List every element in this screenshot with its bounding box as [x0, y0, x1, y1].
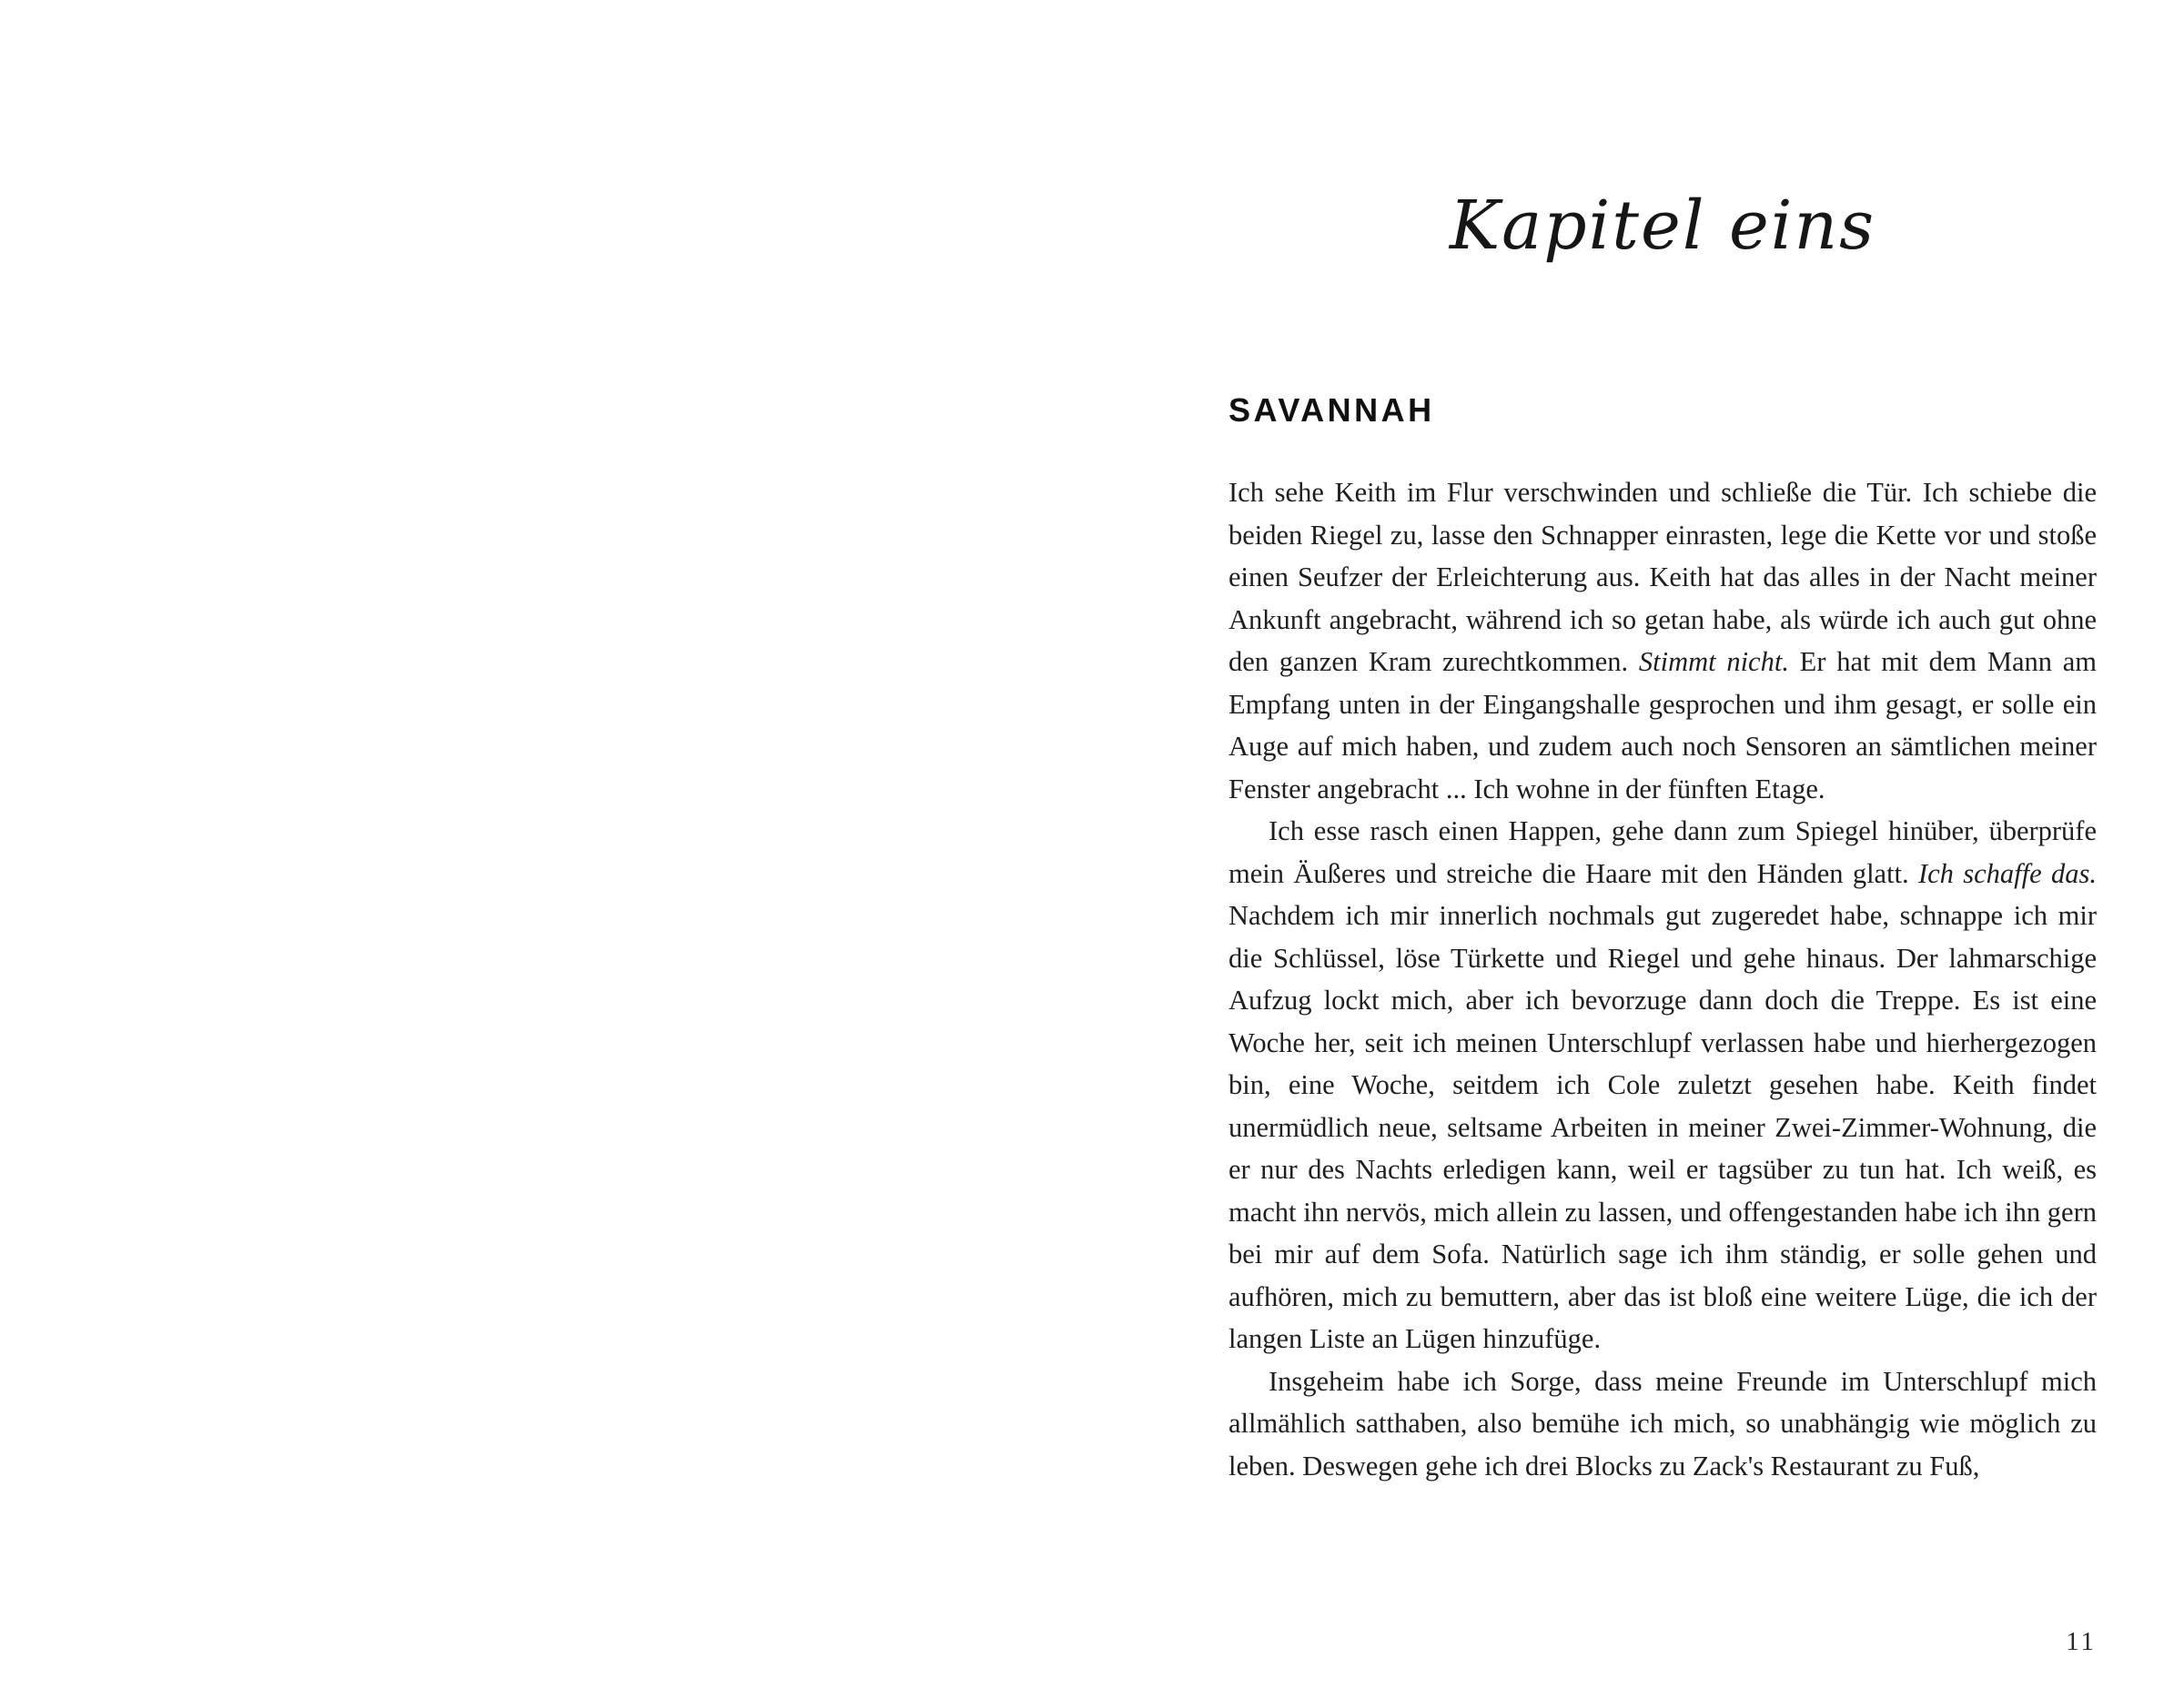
page-number: 11 — [2066, 1627, 2097, 1656]
text-run: Nachdem ich mir innerlich nochmals gut zugeredet habe, schnappe ich mir die Schlüssel, löse Türkette und Riegel und gehe hinaus. Der lahmarschige Aufzug lockt mich, aber ich bevorzuge dann doch die Treppe. Es ist eine Woche her, seit ich meinen Unterschlupf verlassen habe und hierhergezogen bin, eine Woche, seitdem ich Cole zuletzt gesehen habe. Keith findet unermüdlich neue, seltsame Arbeiten in meiner Zwei-Zimmer-Wohnung, die er nur des Nachts erledigen kann, weil er tagsüber zu tun hat. Ich weiß, es macht ihn nervös, mich allein zu lassen, und offengestanden habe ich ihn gern bei mir auf dem Sofa. Natürlich sage ich ihm ständig, er solle gehen und aufhören, mich zu bemuttern, aber das ist bloß eine weitere Lüge, die ich der langen Liste an Lügen hinzufüge. — [1228, 900, 2097, 1354]
text-run: Ich sehe Keith im Flur verschwinden und schließe die Tür. Ich schiebe die beiden Riegel zu, lasse den Schnapper einrasten, lege die Kette vor und stoße einen Seufzer der Erleichterung aus. Keith hat das alles in der Nacht meiner Ankunft angebracht, während ich so getan habe, als würde ich auch gut ohne den ganzen Kram zurechtkommen. — [1228, 477, 2097, 677]
paragraph — [1228, 1360, 2097, 1488]
italic-text-run: Stimmt nicht. — [1638, 646, 1789, 677]
paragraph — [1228, 471, 2097, 810]
text-column — [1228, 0, 2097, 1699]
paragraph — [1228, 810, 2097, 1360]
body-text — [1228, 471, 2097, 1487]
italic-text-run: Ich schaffe das. — [1917, 857, 2097, 889]
text-run: Er hat mit dem Mann am Empfang unten in der Eingangshalle gesprochen und ihm gesagt, er solle ein Auge auf mich haben, und zudem auch noch Sensoren an sämtlichen meiner Fenster angebracht ... Ich wohne in der fünften Etage. — [1228, 646, 2097, 804]
text-run: Insgeheim habe ich Sorge, dass meine Freunde im Unterschlupf mich allmählich satthaben, also bemühe ich mich, so unabhängig wie möglich zu leben. Deswegen gehe ich drei Blocks zu Zack's Restaurant zu Fuß, — [1228, 1365, 2097, 1482]
text-run: Ich esse rasch einen Happen, gehe dann zum Spiegel hinüber, überprüfe mein Äußeres und streiche die Haare mit den Händen glatt. — [1228, 815, 2097, 889]
chapter-title: Kapitel eins — [1449, 187, 1876, 265]
section-header: SAVANNAH — [1228, 391, 1435, 429]
